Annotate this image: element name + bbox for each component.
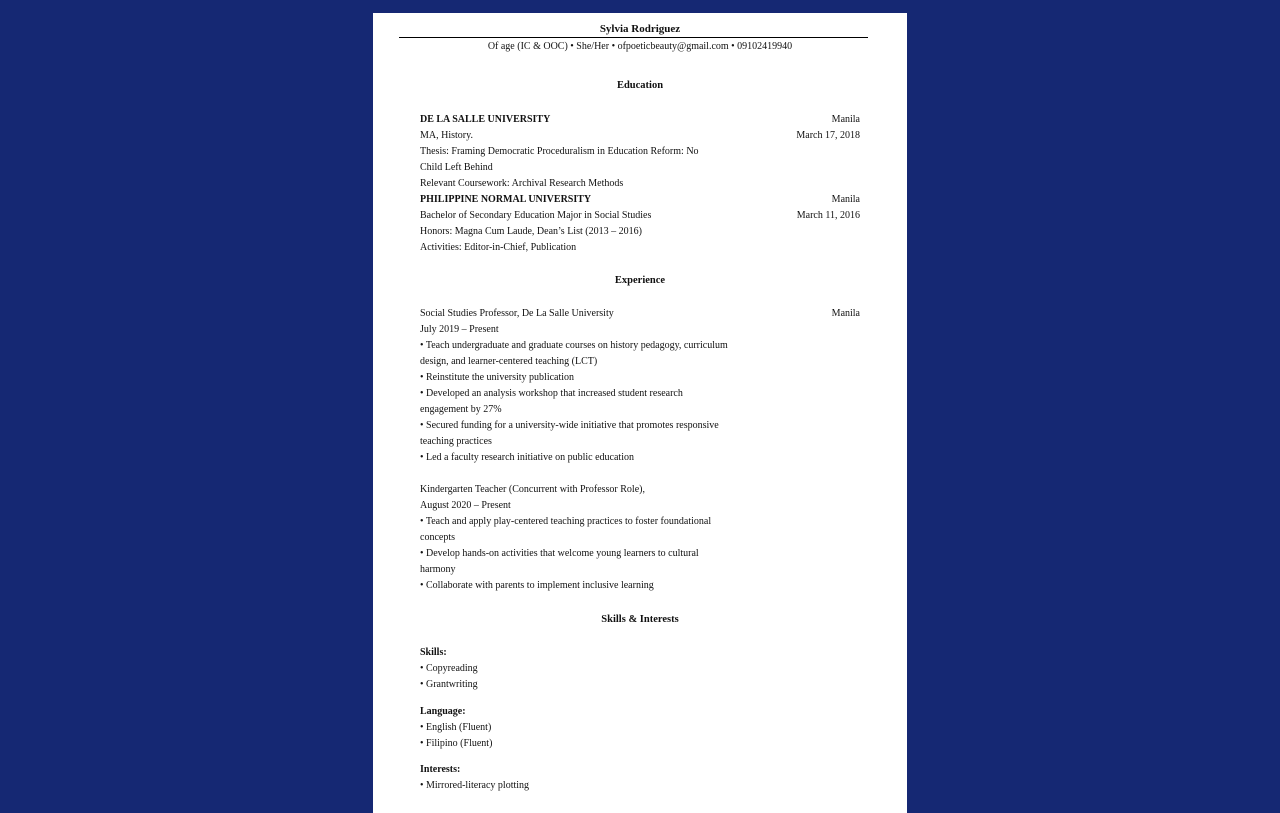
job-bullet: • Teach undergraduate and graduate courses on history pedagogy, curriculum xyxy=(420,340,728,351)
job-location: Manila xyxy=(831,308,860,319)
skill-item: • Grantwriting xyxy=(420,679,478,690)
interest-item: • Mirrored-literacy plotting xyxy=(420,780,530,791)
job-bullet: • Collaborate with parents to implement inclusive learning xyxy=(420,580,654,591)
education-school: PHILIPPINE NORMAL UNIVERSITY xyxy=(420,194,592,205)
education-degree: MA, History. xyxy=(420,130,473,141)
resume-page xyxy=(373,13,907,813)
job-bullet: • Developed an analysis workshop that increased student research xyxy=(420,388,683,399)
education-detail: Honors: Magna Cum Laude, Dean’s List (2013 – 2016) xyxy=(420,226,642,237)
job-role: Social Studies Professor, De La Salle University xyxy=(420,308,614,319)
job-bullet: • Reinstitute the university publication xyxy=(420,372,575,383)
job-bullet: harmony xyxy=(420,564,456,575)
header-divider xyxy=(399,37,868,38)
job-bullet: design, and learner-centered teaching (LCT) xyxy=(420,356,598,367)
resume-name: Sylvia Rodriguez xyxy=(599,23,681,35)
education-location: Manila xyxy=(831,114,860,125)
job-bullet: • Secured funding for a university-wide initiative that promotes responsive xyxy=(420,420,719,431)
language-item: • Filipino (Fluent) xyxy=(420,738,493,749)
job-bullet: engagement by 27% xyxy=(420,404,502,415)
education-date: March 17, 2018 xyxy=(796,130,860,141)
job-bullet: concepts xyxy=(420,532,455,543)
education-detail: Activities: Editor-in-Chief, Publication xyxy=(420,242,577,253)
skill-item: • Copyreading xyxy=(420,663,478,674)
job-bullet: • Led a faculty research initiative on public education xyxy=(420,452,634,463)
education-degree: Bachelor of Secondary Education Major in Social Studies xyxy=(420,210,652,221)
skills-label: Skills: xyxy=(420,647,447,658)
education-heading: Education xyxy=(616,80,664,91)
language-item: • English (Fluent) xyxy=(420,722,492,733)
job-bullet: teaching practices xyxy=(420,436,492,447)
job-bullet: • Develop hands-on activities that welcome young learners to cultural xyxy=(420,548,699,559)
job-period: August 2020 – Present xyxy=(420,500,511,511)
skills-heading: Skills & Interests xyxy=(601,614,679,625)
contact-line: Of age (IC & OOC) • She/Her • ofpoeticbeauty@gmail.com • 09102419940 xyxy=(487,41,793,52)
job-role: Kindergarten Teacher (Concurrent with Professor Role), xyxy=(420,484,645,495)
job-period: July 2019 – Present xyxy=(420,324,499,335)
job-bullet: • Teach and apply play-centered teaching practices to foster foundational xyxy=(420,516,712,527)
language-label: Language: xyxy=(420,706,466,717)
education-date: March 11, 2016 xyxy=(796,210,860,221)
education-school: DE LA SALLE UNIVERSITY xyxy=(420,114,551,125)
experience-heading: Experience xyxy=(614,275,666,286)
education-location: Manila xyxy=(831,194,860,205)
interests-label: Interests: xyxy=(420,764,461,775)
education-detail: Child Left Behind xyxy=(420,162,493,173)
education-detail: Thesis: Framing Democratic Proceduralism in Education Reform: No xyxy=(420,146,699,157)
education-detail: Relevant Coursework: Archival Research Methods xyxy=(420,178,624,189)
